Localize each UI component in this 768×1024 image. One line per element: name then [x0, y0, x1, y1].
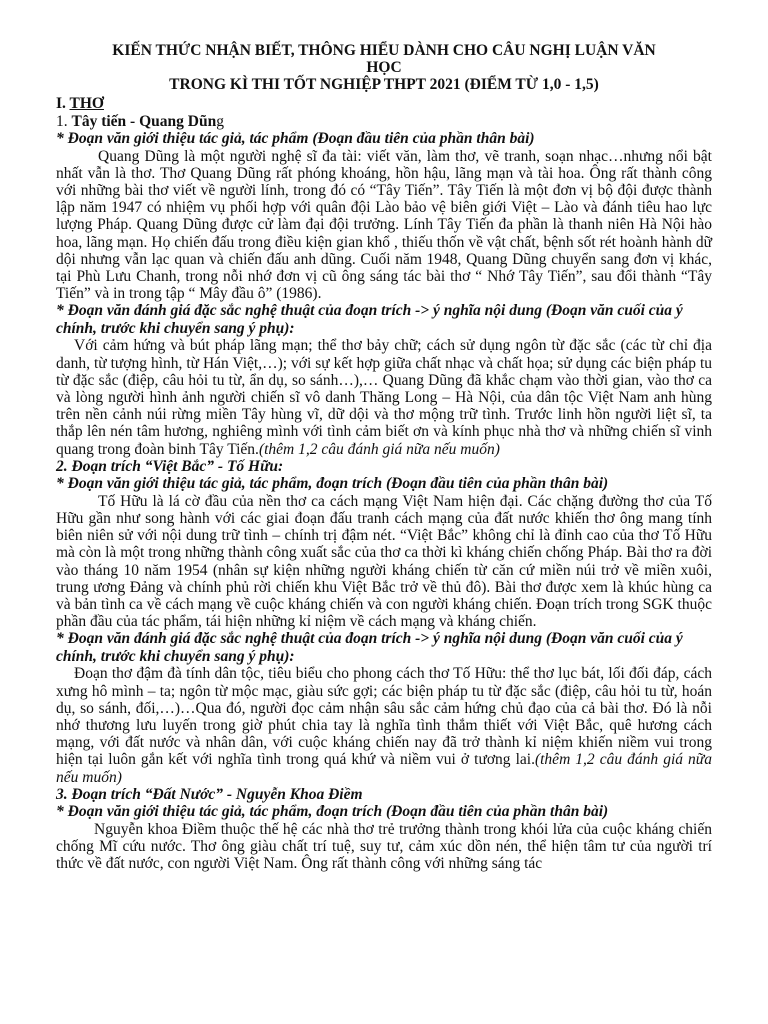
poem2-heading: 2. Đoạn trích “Việt Bắc” - Tố Hữu: — [56, 457, 284, 475]
poem3-intro-heading: * Đoạn văn giới thiệu tác giả, tác phẩm, đoạn trích (Đoạn đầu tiên của phần thân bài) — [56, 803, 609, 821]
poem1-intro-heading: * Đoạn văn giới thiệu tác giả, tác phẩm (Đoạn đầu tiên của phần thân bài) — [56, 130, 535, 147]
section-heading — [56, 95, 712, 113]
poem2-eval-heading: * Đoạn văn đánh giá đặc sắc nghệ thuật của đoạn trích -> ý nghĩa nội dung (Đoạn văn cuối của ý chính, trước khi chuyển sang ý phụ): — [56, 630, 683, 665]
poem2-eval-note: (thêm 1,2 câu đánh giá nữa nếu muốn) — [56, 751, 712, 786]
poem2-eval-paragraph — [56, 665, 712, 785]
poem1-eval-heading: * Đoạn văn đánh giá đặc sắc nghệ thuật của đoạn trích -> ý nghĩa nội dung (Đoạn văn cuối của ý chính, trước khi chuyển sang ý phụ): — [56, 302, 683, 337]
poem1-title-tail: g — [216, 112, 224, 130]
poem2-intro-heading: * Đoạn văn giới thiệu tác giả, tác phẩm, đoạn trích (Đoạn đầu tiên của phần thân bài) — [56, 475, 609, 493]
poem1-heading — [56, 113, 712, 131]
poem3-intro-paragraph: Nguyễn khoa Điềm thuộc thế hệ các nhà thơ trẻ trưởng thành trong khói lửa của cuộc kháng chiến chống Mĩ cứu nước. Thơ ông giàu chất trí tuệ, suy tư, cảm xúc dồn nén, thể hiện tâm tư của người trí thức về đất nước, con người Việt Nam. Ông rất thành công với những sáng tác — [56, 820, 712, 873]
poem1-title: Tây tiến - Quang Dũn — [71, 112, 217, 130]
section-number: I. — [56, 95, 70, 112]
poem1-intro-paragraph: Quang Dũng là một người nghệ sĩ đa tài: viết văn, làm thơ, vẽ tranh, soạn nhạc…nhưng nổi bật nhất vẫn là thơ. Thơ Quang Dũng rất phóng khoáng, hồn hậu, lãng mạn và tài hoa. Ông rất thành công với những bài thơ viết về người lính, trong đó có “Tây Tiến”. Tây Tiến là một đơn vị bộ đội được thành lập năm 1947 có nhiệm vụ phối hợp với quân đội Lào bảo vệ biên giới Việt – Lào và đánh tiêu hao lực lượng Pháp. Quang Dũng được cử làm đại đội trưởng. Lính Tây Tiến đa phần là thanh niên Hà Nội hào hoa, lãng mạn. Họ chiến đấu trong điều kiện gian khổ , thiếu thốn về vật chất, bệnh sốt rét hoành hành dữ dội nhưng vẫn lạc quan và chiến đấu anh dũng. Cuối năm 1948, Quang Dũng chuyển sang đơn vị khác, tại Phù Lưu Chanh, trong nỗi nhớ đơn vị cũ ông sáng tác bài thơ “ Nhớ Tây Tiến”, sau đổi thành “Tây Tiến” và in trong tập “ Mây đầu ô” (1986). — [56, 147, 712, 303]
poem1-number: 1. — [56, 112, 72, 130]
document-title-line2: TRONG KÌ THI TỐT NGHIỆP THPT 2021 (ĐIỂM TỪ 1,0 - 1,5) — [169, 76, 599, 93]
poem1-eval-paragraph — [56, 337, 712, 457]
poem2-eval-text: Đoạn thơ đậm đà tính dân tộc, tiêu biểu cho phong cách thơ Tố Hữu: thể thơ lục bát, lối đối đáp, cách xưng hô mình – ta; ngôn từ mộc mạc, giàu sức gợi; các biện pháp tu từ đặc sắc (điệp, câu hỏi tu từ, hoán dụ, so sánh, đối,…)…Qua đó, người đọc cảm nhận sâu sắc cảm hứng chủ đạo của cả bài thơ. Đó là nỗi nhớ thương lưu luyến trong giờ phút chia tay là nghĩa tình thắm thiết với Việt Bắc, quê hương cách mạng, với đất nước và nhân dân, với cuộc kháng chiến nay đã trở thành kỉ niệm khiến niềm vui trong hiện tại luôn gắn kết với nghĩa tình trong quá khứ và niềm vui ở tương lai. — [56, 665, 712, 769]
poem1-eval-text: Với cảm hứng và bút pháp lãng mạn; thể thơ bảy chữ; cách sử dụng ngôn từ đặc sắc (các từ chỉ địa danh, từ tượng hình, từ Hán Việt,…); với sự kết hợp giữa chất nhạc và chất họa; sử dụng các biện pháp tu từ đặc sắc (điệp, câu hỏi tu từ, ẩn dụ, so sánh…),… Quang Dũng đã khắc chạm vào thời gian, vào thơ ca và lòng người hình ảnh người chiến sĩ vô danh Thăng Long – Hà Nội, của dân tộc Việt Nam anh hùng trên nền cảnh núi rừng miền Tây hùng vĩ, dữ dội và thơ mộng trữ tình. Trước linh hồn người liệt sĩ, ta thắp lên nén tâm hương, nghiêng mình với tình cảm biết ơn và kính phục nhà thơ và những chiến sĩ vinh quang trong đoàn binh Tây Tiến. — [56, 337, 712, 458]
section-label: THƠ — [69, 95, 104, 112]
document-title-line1: KIẾN THỨC NHẬN BIẾT, THÔNG HIỂU DÀNH CHO CÂU NGHỊ LUẬN VĂN HỌC — [112, 42, 656, 76]
poem1-eval-note: (thêm 1,2 câu đánh giá nữa nếu muốn) — [258, 440, 500, 458]
poem3-heading: 3. Đoạn trích “Đất Nước” - Nguyễn Khoa Điềm — [56, 785, 363, 803]
poem2-intro-paragraph: Tố Hữu là lá cờ đầu của nền thơ ca cách mạng Việt Nam hiện đại. Các chặng đường thơ của Tố Hữu gần như song hành với các giai đoạn đấu tranh cách mạng của đất nước khiến thơ ông mang tính biên niên sử với nội dung trữ tình – chính trị đậm nét. “Việt Bắc” không chỉ là đỉnh cao của thơ Tố Hữu mà còn là một trong những thành công xuất sắc của thơ ca thời kì kháng chiến chống Pháp. Bài thơ ra đời vào tháng 10 năm 1954 (nhân sự kiện những người kháng chiến từ căn cứ miền núi trở về miền xuôi, trung ương Đảng và chính phủ rời chiến khu Việt Bắc trở về thủ đô). Bài thơ được xem là khúc hùng ca và bản tình ca về cách mạng về cuộc kháng chiến và con người kháng chiến. Đoạn trích trong SGK thuộc phần đầu của tác phẩm, tái hiện những kỉ niệm về cách mạng và kháng chiến. — [56, 492, 712, 631]
